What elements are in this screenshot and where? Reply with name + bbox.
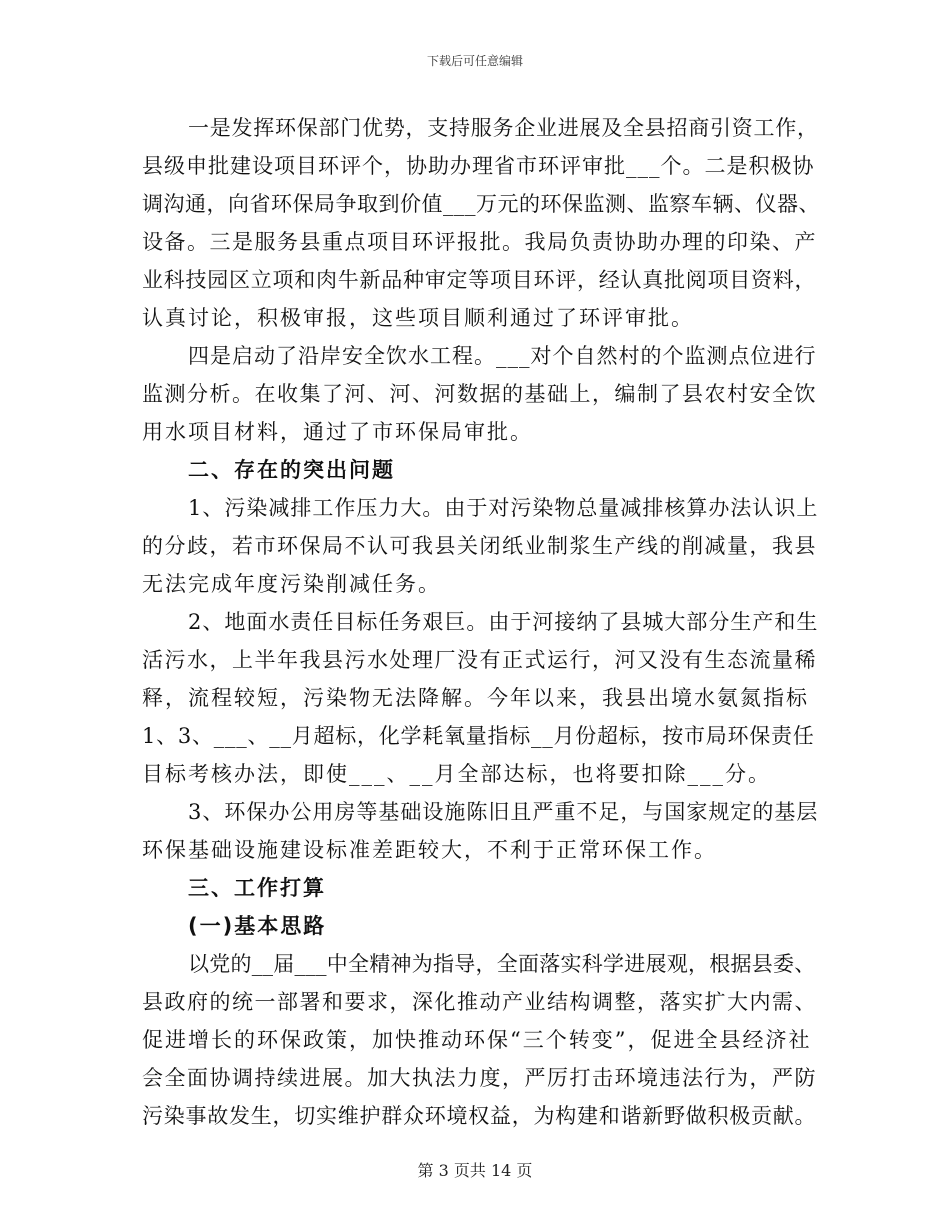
paragraph-line: 释，流程较短，污染物无法降解。今年以来，我县出境水氨氮指标 <box>142 686 809 710</box>
paragraph-line: 1、污染减排工作压力大。由于对污染物总量减排核算办法认识上 <box>188 496 819 520</box>
paragraph-line: 活污水，上半年我县污水处理厂没有正式运行，河又没有生态流量稀 <box>142 648 817 672</box>
paragraph-line: 一是发挥环保部门优势，支持服务企业进展及全县招商引资工作， <box>188 116 819 140</box>
paragraph-line: 四是启动了沿岸安全饮水工程。___对个自然村的个监测点位进行 <box>188 344 817 368</box>
paragraph-line: 目标考核办法，即使___、__月全部达标，也将要扣除___分。 <box>142 762 771 786</box>
paragraph-line: 调沟通，向省环保局争取到价值___万元的环保监测、监察车辆、仪器、 <box>142 192 820 216</box>
paragraph-line: 会全面协调持续进展。加大执法力度，严厉打击环境违法行为，严防 <box>142 1066 817 1090</box>
paragraph-line: 业科技园区立项和肉牛新品种审定等项目环评，经认真批阅项目资料， <box>142 268 817 292</box>
paragraph-line: 促进增长的环保政策，加快推动环保“三个转变”，促进全县经济社 <box>142 1028 812 1052</box>
paragraph-line: 2、地面水责任目标任务艰巨。由于河接纳了县城大部分生产和生 <box>188 610 819 634</box>
paragraph-line: 1、3、___、__月超标，化学耗氧量指标__月份超标，按市局环保责任 <box>142 724 815 748</box>
subsection-heading: (一)基本思路 <box>188 914 327 938</box>
paragraph-line: 用水项目材料，通过了市环保局审批。 <box>142 420 533 444</box>
paragraph-line: 以党的__届___中全精神为指导，全面落实科学进展观，根据县委、 <box>188 952 816 976</box>
paragraph-line: 环保基础设施建设标准差距较大，不利于正常环保工作。 <box>142 838 717 862</box>
paragraph-line: 县级申批建设项目环评个，协助办理省市环评审批___个。二是积极协 <box>142 154 815 178</box>
paragraph-line: 县政府的统一部署和要求，深化推动产业结构调整，落实扩大内需、 <box>142 990 817 1014</box>
paragraph-line: 认真讨论，积极审报，这些项目顺利通过了环评审批。 <box>142 306 694 330</box>
paragraph-line: 污染事故发生，切实维护群众环境权益，为构建和谐新野做积极贡献。 <box>142 1104 817 1128</box>
paragraph-line: 3、环保办公用房等基础设施陈旧且严重不足，与国家规定的基层 <box>188 800 819 824</box>
section-heading: 二、存在的突出问题 <box>188 458 395 482</box>
paragraph-line: 无法完成年度污染削减任务。 <box>142 572 441 596</box>
page-header: 下载后可任意编辑 <box>426 54 523 68</box>
paragraph-line: 的分歧，若市环保局不认可我县关闭纸业制浆生产线的削减量，我县 <box>142 534 817 558</box>
paragraph-line: 设备。三是服务县重点项目环评报批。我局负责协助办理的印染、产 <box>142 230 817 254</box>
page-footer: 第 3 页共 14 页 <box>417 1161 533 1180</box>
paragraph-line: 监测分析。在收集了河、河、河数据的基础上，编制了县农村安全饮 <box>142 382 817 406</box>
section-heading: 三、工作打算 <box>188 876 326 900</box>
